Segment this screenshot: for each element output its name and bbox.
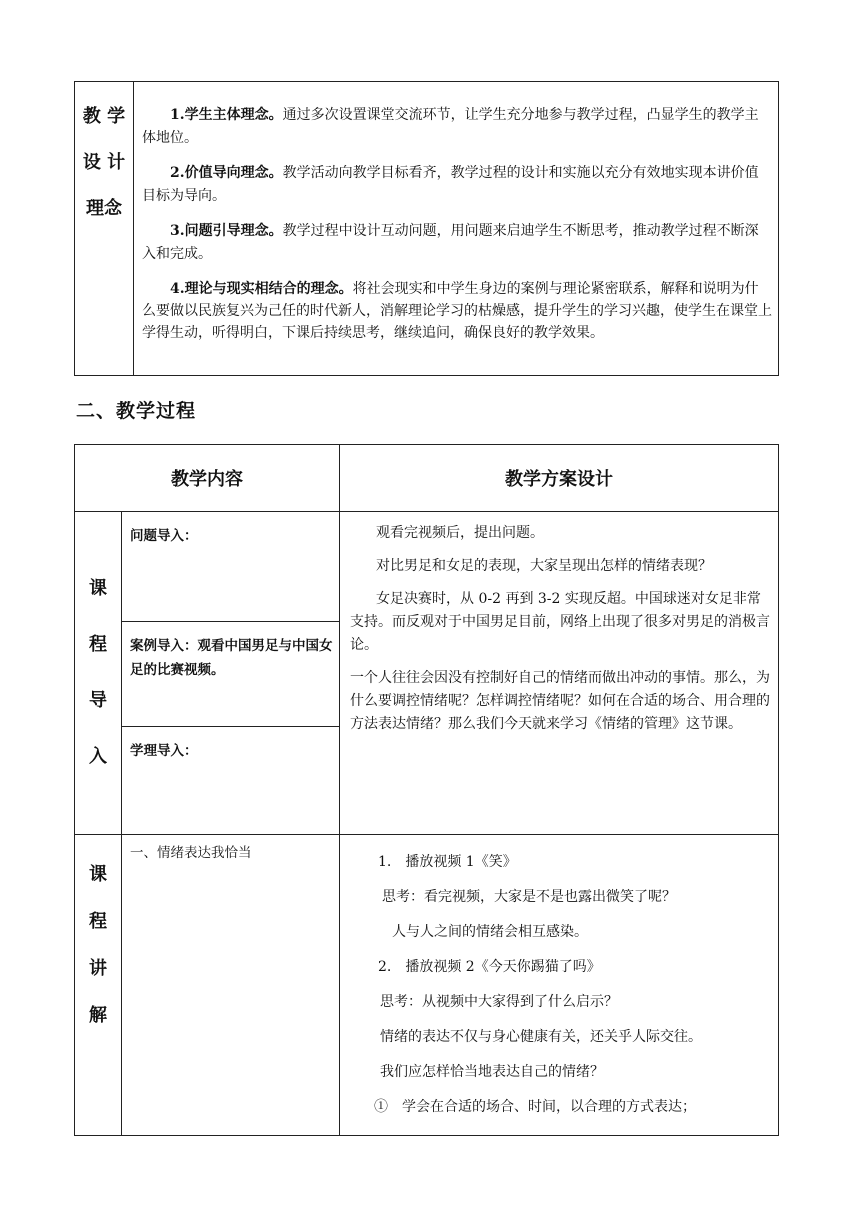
intro-question: 问题导入： (122, 512, 340, 622)
intro-plan (340, 512, 779, 835)
intro-theory: 学理导入： (122, 727, 340, 835)
intro-case: 案例导入：观看中国男足与中国女足的比赛视频。 (122, 622, 340, 727)
plan-paragraph: 思考：看完视频，大家是不是也露出微笑了呢？ (382, 889, 676, 905)
plan-paragraph: 观看完视频后，提出问题。 (376, 525, 544, 541)
label-line: 设 计 (82, 152, 126, 173)
concept-item-text: 通过多次设置课堂交流环节，让学生充分地参与教学过程，凸显学生的教学主体地位。 (142, 107, 759, 146)
label-line: 理念 (86, 198, 122, 219)
side-char: 导 (89, 690, 107, 711)
plan-paragraph: ① 学会在合适的场合、时间，以合理的方式表达； (374, 1099, 696, 1115)
lecture-plan (340, 835, 779, 1136)
plan-paragraph: 一个人往往会因没有控制好自己的情绪而做出冲动的事情。那么，为什么要调控情绪呢？怎样调控情绪呢？如何在合适的场合、用合理的方法表达情绪？那么我们今天就来学习《情绪的管理》这节课。 (350, 670, 770, 732)
plan-paragraph: 情绪的表达不仅与身心健康有关，还关乎人际交往。 (380, 1029, 702, 1045)
header-plan: 教学方案设计 (340, 445, 779, 512)
plan-paragraph: 2. 播放视频 2《今天你踢猫了吗》 (378, 959, 601, 975)
side-char: 入 (89, 746, 107, 767)
plan-paragraph: 对比男足和女足的表现，大家呈现出怎样的情绪表现？ (376, 558, 712, 574)
lecture-side-label (75, 835, 122, 1136)
plan-paragraph: 女足决赛时，从 0-2 再到 3-2 实现反超。中国球迷对女足非常支持。而反观对于中国男足目前，网络上出现了很多对男足的消极言论。 (350, 591, 770, 653)
plan-paragraph: 人与人之间的情绪会相互感染。 (392, 924, 588, 940)
concept-item-text: 教学过程中设计互动问题，用问题来启迪学生不断思考，推动教学过程不断深入和完成。 (142, 223, 759, 262)
concept-item-text: 将社会现实和中学生身边的案例与理论紧密联系，解释和说明为什么要做以民族复兴为己任的时代新人，消解理论学习的枯燥感，提升学生的学习兴趣，使学生在课堂上学得生动，听得明白，下课后持续思考，继续追问，确保良好的教学效果。 (142, 281, 772, 341)
side-char: 程 (89, 911, 107, 932)
concept-item (142, 220, 772, 266)
plan-paragraph: 思考：从视频中大家得到了什么启示？ (380, 994, 618, 1010)
concept-item (142, 104, 772, 150)
concept-item-title: 2.价值导向理念。 (170, 165, 283, 181)
side-char: 讲 (89, 958, 107, 979)
side-char: 程 (89, 634, 107, 655)
side-char: 课 (89, 578, 107, 599)
label-line: 教 学 (82, 106, 126, 127)
concept-item-title: 1.学生主体理念。 (170, 107, 283, 123)
lecture-topic: 一、情绪表达我恰当 (122, 835, 340, 1136)
section-title: 二、教学过程 (76, 400, 197, 422)
teaching-process-table (74, 444, 779, 1136)
concept-item-title: 4.理论与现实相结合的理念。 (170, 281, 353, 297)
intro-side-label (75, 512, 122, 835)
header-content: 教学内容 (75, 445, 340, 512)
design-concept-content (134, 82, 779, 376)
plan-paragraph: 1. 播放视频 1《笑》 (378, 854, 517, 870)
concept-item-text: 教学活动向教学目标看齐，教学过程的设计和实施以充分有效地实现本讲价值目标为导向。 (142, 165, 759, 204)
design-concept-table (74, 81, 779, 376)
design-concept-label (75, 82, 134, 376)
concept-item (142, 162, 772, 208)
side-char: 课 (89, 864, 107, 885)
concept-item (142, 278, 772, 344)
concept-item-title: 3.问题引导理念。 (170, 223, 283, 239)
plan-paragraph: 我们应怎样恰当地表达自己的情绪？ (380, 1064, 604, 1080)
side-char: 解 (89, 1005, 107, 1026)
